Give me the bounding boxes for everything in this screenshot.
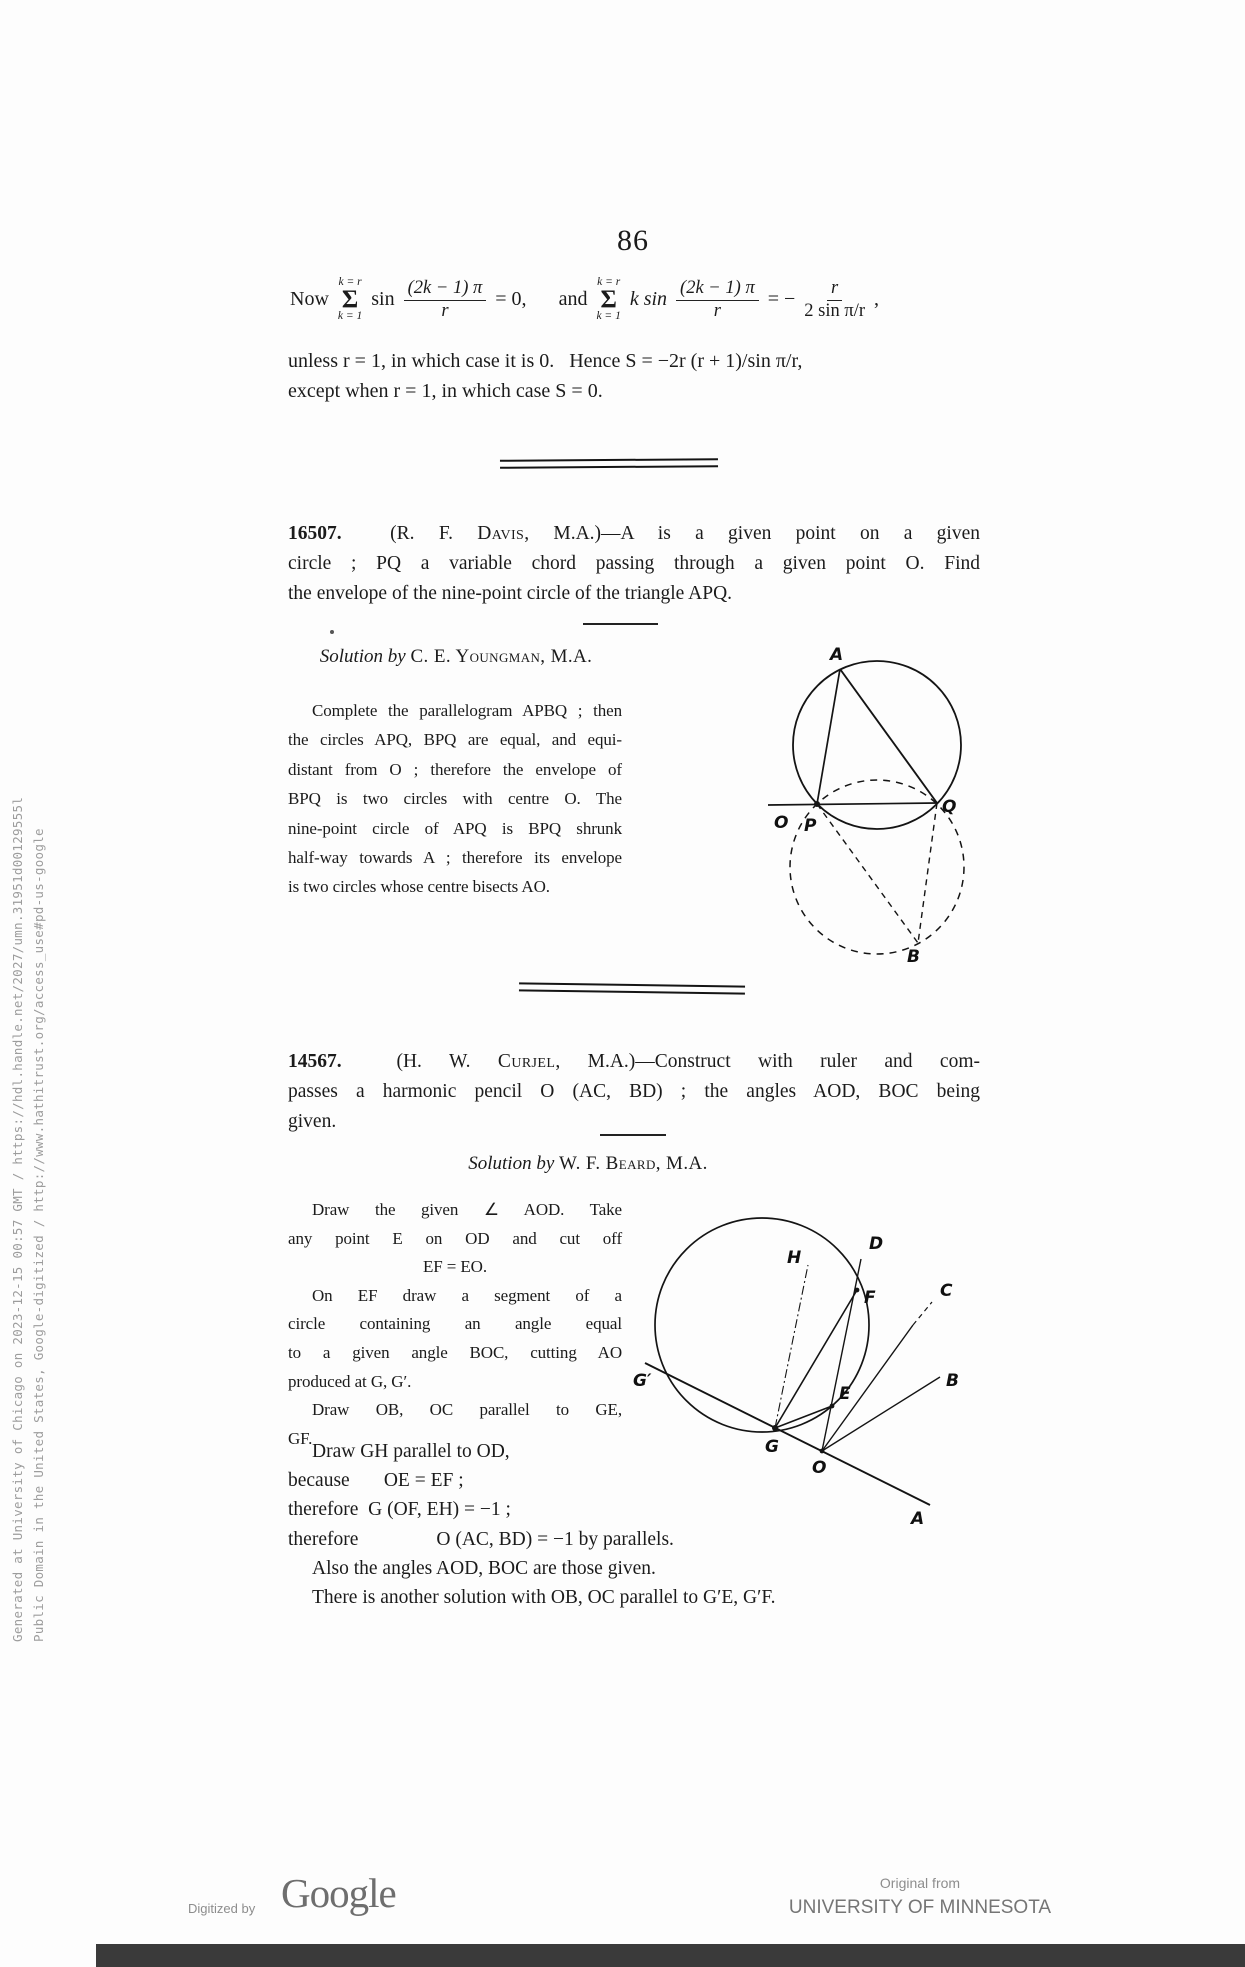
sum-lower-limit: k = 1	[337, 310, 363, 323]
label-G-prime: G′	[633, 1371, 652, 1391]
body-line: the circles APQ, BPQ are equal, and equi-	[288, 730, 622, 750]
body-line: distant from O ; therefore the envelope of	[288, 759, 622, 779]
body-line: Draw GH parallel to OD,	[312, 1441, 510, 1462]
figure-nine-point-circle	[740, 630, 1000, 980]
problem-14567-statement	[288, 1047, 980, 1137]
chord-GF	[775, 1290, 857, 1428]
label-E: E	[839, 1384, 851, 1404]
formula-now: Now	[290, 288, 329, 311]
bottom-scan-bar	[96, 1944, 1245, 1967]
segment-QB-dashed	[918, 803, 937, 943]
statement-line: given.	[288, 1111, 337, 1132]
body-line: any point E on OD and cut off	[288, 1228, 622, 1248]
margin-publicdomain-text: Public Domain in the United States, Google-digitized / http://www.hathitrust.org/access_use#pd-us-google	[31, 828, 46, 1642]
body-line: therefore G (OF, EH) = −1 ;	[288, 1499, 511, 1521]
point-G-dot	[772, 1425, 778, 1431]
segment-AQ	[840, 669, 937, 803]
author-name: Davis	[477, 523, 525, 544]
fraction-1: $\frac{(2k - 1) \pi}{r}$	[404, 278, 487, 323]
label-A: A	[911, 1509, 925, 1529]
sigma-symbol: Σ	[341, 286, 359, 314]
body-line: circle containing an angle equal	[288, 1314, 622, 1334]
institution-label: UNIVERSITY OF MINNESOTA	[788, 1897, 1052, 1918]
statement-line: 14567. (H. W. Curjel, M.A.)—Construct with ruler and com-	[288, 1051, 980, 1072]
line-GH	[775, 1265, 808, 1428]
label-O: O	[812, 1458, 827, 1478]
solution1-heading: Solution by C. E. Youngman, M.A.	[319, 646, 593, 667]
ray-OC-dashed-end	[913, 1302, 932, 1325]
body-line: BPQ is two circles with centre O. The	[288, 789, 622, 809]
solution2-author: W. F. Beard, M.A.	[559, 1153, 708, 1174]
formula-line	[290, 276, 879, 324]
body-line: therefore O (AC, BD) = −1 by parallels.	[288, 1528, 674, 1550]
summation-2: k = r Σ k = 1	[596, 276, 621, 323]
line-Gprime-G-O-A	[645, 1363, 930, 1505]
solution2-heading: Solution by W. F. Beard, M.A.	[468, 1153, 708, 1174]
statement-line: circle ; PQ a variable chord passing through a given point O. Find	[288, 553, 980, 574]
fraction-3: $\frac{r}{\text{2 sin π/r}}$	[804, 277, 866, 321]
section-divider	[519, 982, 745, 994]
problem-divider	[600, 1134, 666, 1136]
body-line: Complete the parallelogram APBQ ; then	[312, 701, 622, 720]
author-name: Curjel	[497, 1051, 556, 1072]
body-line: On EF draw a segment of a	[312, 1285, 622, 1305]
problem-16507-statement	[288, 519, 980, 609]
equals-zero: = 0,	[495, 288, 527, 311]
body-line: to a given angle BOC, cutting AO	[288, 1342, 622, 1362]
point-P-dot	[814, 801, 820, 807]
label-B: B	[907, 947, 920, 967]
label-C: C	[940, 1281, 953, 1301]
label-D: D	[869, 1234, 884, 1254]
label-F: F	[864, 1288, 876, 1308]
formula-text-line2: unless r = 1, in which case it is 0. Hence S = −2r (r + 1)/sin π/r,	[288, 350, 803, 372]
figure-harmonic-pencil	[515, 1205, 1005, 1545]
digitized-by-label: Digitized by	[188, 1901, 256, 1916]
summation-1	[338, 276, 362, 324]
body-line: Also the angles AOD, BOC are those given.	[312, 1557, 656, 1579]
body-line: is two circles whose centre bisects AO.	[288, 877, 550, 897]
point-O-dot	[820, 1449, 825, 1454]
body-line: Draw the given ∠ AOD. Take	[312, 1200, 622, 1219]
statement-line: the envelope of the nine-point circle of the triangle APQ.	[288, 583, 733, 604]
statement-line: 16507. (R. F. Davis, M.A.)—A is a given point on a given	[288, 523, 980, 544]
body-line: GF.	[288, 1428, 313, 1448]
problem-number: 16507.	[288, 523, 342, 544]
equals-minus: = −	[767, 288, 796, 311]
chord-OPQ	[768, 803, 937, 805]
original-from-label: Original from	[879, 1875, 961, 1891]
scan-speck	[330, 630, 334, 634]
body-line: There is another solution with OB, OC parallel to G′E, G′F.	[312, 1587, 776, 1609]
formula-comma: ,	[874, 288, 880, 311]
label-H: H	[787, 1248, 802, 1268]
k-sin: k sin	[629, 288, 668, 311]
problem-divider	[583, 623, 658, 625]
solution1-body	[288, 696, 622, 902]
body-line: because OE = EF ;	[288, 1470, 464, 1492]
segment-AP	[817, 669, 840, 804]
fraction-2: $\frac{(2k - 1) \pi}{r}$	[676, 278, 759, 323]
label-A: A	[830, 645, 844, 665]
label-O: O	[774, 813, 789, 833]
label-Q: Q	[942, 797, 957, 817]
formula-and: and	[558, 288, 588, 311]
ray-OD	[822, 1259, 861, 1451]
point-F-dot	[855, 1288, 860, 1293]
point-E-dot	[830, 1404, 835, 1409]
problem-number: 14567.	[288, 1051, 342, 1072]
page-number: 86	[617, 224, 649, 257]
sin-1: sin	[371, 288, 395, 311]
body-line: EF = EO.	[422, 1257, 488, 1277]
formula-text-line3: except when r = 1, in which case S = 0.	[288, 380, 603, 402]
solution1-author: C. E. Youngman, M.A.	[410, 646, 593, 667]
label-P: P	[804, 816, 817, 836]
google-logo: Google	[281, 1870, 396, 1916]
section-divider	[500, 458, 718, 469]
margin-generated-text: Generated at University of Chicago on 2023-12-15 00:57 GMT / https://hdl.handle.net/2027/umn.31951d00129555l	[10, 796, 25, 1642]
body-line: nine-point circle of APQ is BPQ shrunk	[288, 818, 622, 838]
label-B: B	[946, 1371, 959, 1391]
chord-GE	[775, 1406, 832, 1428]
statement-line: passes a harmonic pencil O (AC, BD) ; the angles AOD, BOC being	[288, 1081, 980, 1102]
body-line: half-way towards A ; therefore its envelope	[288, 848, 622, 868]
body-line: produced at G, G′.	[288, 1371, 412, 1391]
sum-upper-limit: k = r	[338, 276, 362, 288]
body-line: Draw OB, OC parallel to GE,	[312, 1400, 622, 1420]
label-G: G	[765, 1437, 779, 1457]
